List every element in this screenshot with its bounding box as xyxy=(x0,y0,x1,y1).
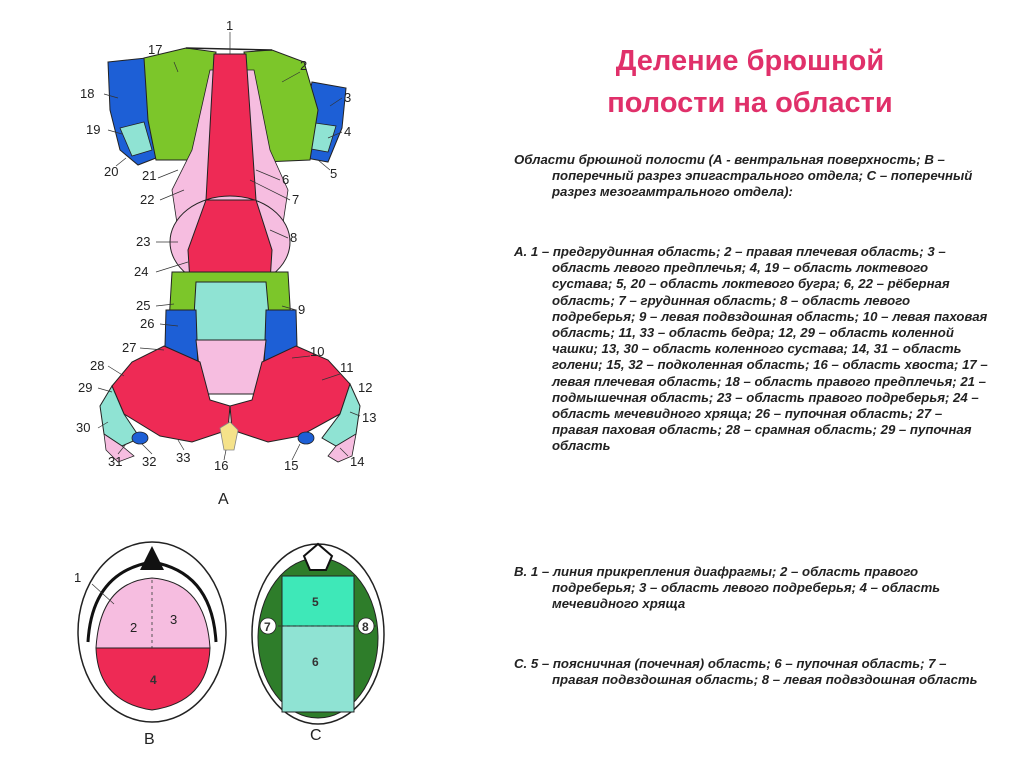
caption-a: А xyxy=(218,491,229,508)
label-a-17: 17 xyxy=(148,42,163,57)
title-line-2: полости на области xyxy=(607,87,893,119)
label-a-12: 12 xyxy=(358,380,373,395)
label-a-31: 31 xyxy=(108,454,123,469)
anatomy-figure xyxy=(60,10,400,750)
label-a-21: 21 xyxy=(142,168,157,183)
label-a-30: 30 xyxy=(76,420,91,435)
label-c-5: 5 xyxy=(312,595,319,609)
label-a-23: 23 xyxy=(136,234,151,249)
figure-b xyxy=(74,542,226,748)
label-a-22: 22 xyxy=(140,192,155,207)
caption-c: С xyxy=(310,727,322,744)
label-a-16: 16 xyxy=(214,458,229,473)
label-a-6: 6 xyxy=(282,172,290,187)
title-line-1: Деление брюшной xyxy=(615,45,885,77)
region-popliteal-left xyxy=(132,432,148,444)
label-b-4: 4 xyxy=(150,673,157,687)
label-a-4: 4 xyxy=(344,124,352,139)
label-a-10: 10 xyxy=(310,344,325,359)
label-a-8: 8 xyxy=(290,230,298,245)
label-a-9: 9 xyxy=(298,302,306,317)
label-c-6: 6 xyxy=(312,655,319,669)
label-a-28: 28 xyxy=(90,358,105,373)
label-a-19: 19 xyxy=(86,122,101,137)
figure-c xyxy=(252,544,384,744)
description-c: С. 5 – поясничная (почечная) область; 6 – пупочная область; 7 – правая подвздошная область; 8 – левая подвздошная область xyxy=(514,656,978,688)
label-a-29: 29 xyxy=(78,380,93,395)
label-a-1: 1 xyxy=(226,18,234,33)
label-a-18: 18 xyxy=(80,86,95,101)
description-b: В. 1 – линия прикрепления диафрагмы; 2 – область правого подреберья; 3 – область левого подреберья; 4 – область мечевидного хряща xyxy=(514,564,941,612)
label-b-2: 2 xyxy=(130,620,138,635)
figure-a xyxy=(76,18,376,508)
label-a-33: 33 xyxy=(176,450,191,465)
label-a-11: 11 xyxy=(340,360,354,375)
label-a-26: 26 xyxy=(140,316,155,331)
description-a: А. 1 – предгрудинная область; 2 – правая плечевая область; 3 – область левого предплечья; 4, 19 – область локтевого сустава; 5, 20 – область локтевого бугра; 6, 22 – рёберная область; 7 – грудинная область; 8 – область левого подреберья; 9 – левая подвздошная область; 10 – левая паховая область; 11, 33 – область бедра; 12, 29 – область коленной чашки; 13, 30 – область коленного сустава; 14, 31 – область голени; 15, 32 – подколенная область; 16 – область хвоста; 17 – левая плечевая область; 18 – область правого предплечья; 21 – подмышечная область; 23 – область правого подреберья; 24 – область мечевидного хряща; 26 – пупочная область; 27 – правая паховая область; 28 – срамная область; 29 – пупочная область xyxy=(514,244,988,454)
label-b-1: 1 xyxy=(74,570,82,585)
description-intro: Области брюшной полости (А - вентральная поверхность; В – поперечный разрез эпигастрального отдела; С – поперечный разрез мезогамтрального отдела): xyxy=(514,152,973,200)
label-a-5: 5 xyxy=(330,166,338,181)
label-a-3: 3 xyxy=(344,90,352,105)
label-a-15: 15 xyxy=(284,458,299,473)
label-a-7: 7 xyxy=(292,192,300,207)
label-a-20: 20 xyxy=(104,164,119,179)
label-a-14: 14 xyxy=(350,454,365,469)
label-a-13: 13 xyxy=(362,410,377,425)
label-c-7: 7 xyxy=(264,620,271,634)
label-a-25: 25 xyxy=(136,298,151,313)
label-b-3: 3 xyxy=(170,612,178,627)
label-a-32: 32 xyxy=(142,454,157,469)
label-a-24: 24 xyxy=(134,264,149,279)
label-c-8: 8 xyxy=(362,620,369,634)
slide-title xyxy=(540,40,960,124)
region-c-umbilical xyxy=(282,626,354,712)
label-a-27: 27 xyxy=(122,340,137,355)
label-a-2: 2 xyxy=(300,58,308,73)
caption-b: В xyxy=(144,731,155,748)
region-popliteal-right xyxy=(298,432,314,444)
